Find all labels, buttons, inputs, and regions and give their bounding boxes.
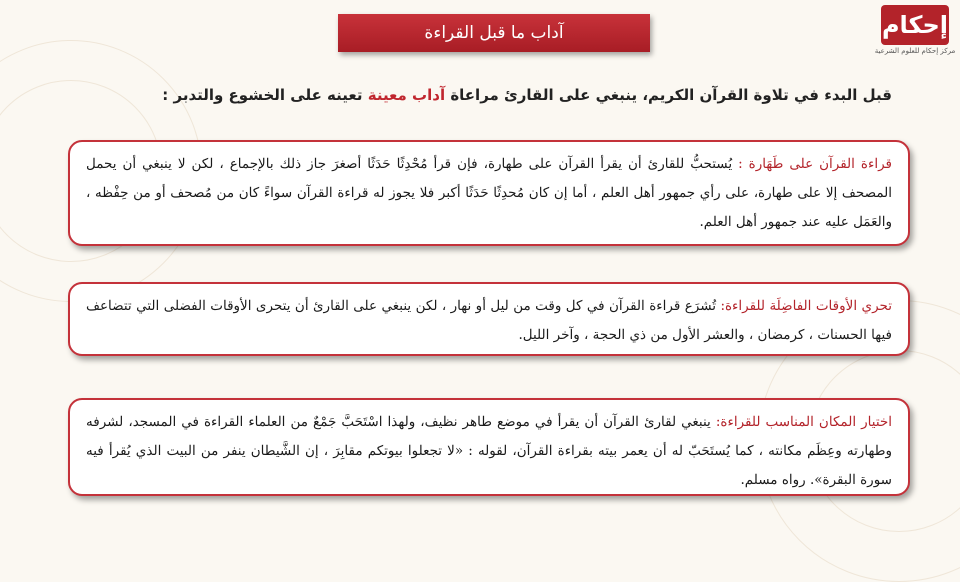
slide-title-text: آداب ما قبل القراءة	[424, 23, 564, 43]
card-purity	[68, 140, 910, 246]
card-body: ينبغي لقارئ القرآن أن يقرأ في موضع طاهر نظيف، ولهذا اسْتَحَبَّ جَمْعٌ من العلماء القراءة في المسجد، لشرفه وطهارته وعِظَم مكانته ، كما يُستَحَبّ له أن يعمر بيته بقراءة القرآن، لقوله : «لا تجعلوا بيوتكم مقابِرَ ، إن الشَّيطان ينفر من البيت الذي يُقرأ فيه سورة البقرة». رواه مسلم.	[86, 414, 892, 488]
intro-highlight: آداب معينة	[367, 86, 446, 104]
logo-mark: إحكام	[881, 5, 949, 45]
card-heading: تحري الأوقات الفاضِلَة للقراءة:	[720, 298, 892, 314]
logo-subtitle: مركز إحكام للعلوم الشرعية	[874, 47, 956, 55]
card-body: يُستحبُّ للقارئ أن يقرأ القرآن على طهارة، فإن قرأ مُحْدِثًا حَدَثًا أصغرَ جاز ذلك بالإجماع ، لكن لا ينبغي أن يحمل المصحف إلا على طهارة، على رأي جمهور أهل العلم ، أما إن كان مُحدِثًا حَدَثًا أكبر فلا يجوز له قراءة القرآن سواءً كان من مُصحف أو من حِفْظه ، والعَمَل عليه عند جمهور أهل العلم.	[86, 156, 892, 230]
card-heading: اختيار المكان المناسب للقراءة:	[715, 414, 892, 430]
card-best-times	[68, 282, 910, 356]
intro-after: تعينه على الخشوع والتدبر :	[162, 86, 368, 104]
card-suitable-place	[68, 398, 910, 496]
slide-title	[338, 14, 650, 52]
card-body: تُشرَع قراءة القرآن في كل وقت من ليل أو نهار ، لكن ينبغي على القارئ أن يتحرى الأوقات الفضلى التي تتضاعف فيها الحسنات ، كرمضان ، والعشر الأول من ذي الحجة ، وآخر الليل.	[86, 298, 892, 343]
intro-before: قبل البدء في تلاوة القرآن الكريم، ينبغي على القارئ مراعاة	[445, 86, 892, 104]
logo	[874, 5, 956, 63]
card-heading: قراءة القرآن على طَهَارة :	[738, 156, 892, 172]
intro-text	[92, 86, 892, 104]
